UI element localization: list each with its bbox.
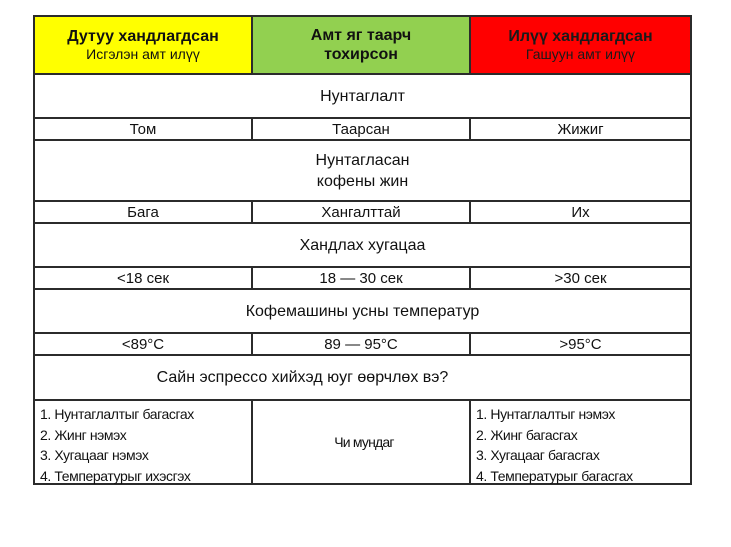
dose-over-value: Их: [571, 203, 590, 221]
advice-row: [35, 399, 690, 483]
temperature-balanced-value: 89 — 95°C: [253, 334, 471, 354]
advice-under-item: 3. Хугацааг нэмэх: [40, 447, 149, 463]
question-text: Сайн эспрессо хийхэд юуг өөрчлөх вэ?: [156, 369, 449, 386]
section-dose-title-line-2: кофены жин: [316, 172, 409, 190]
temperature-over-value: >95°C: [559, 335, 602, 353]
espresso-extraction-table: [33, 15, 692, 485]
advice-under-item: 2. Жинг нэмэх: [40, 426, 127, 443]
header-over-title: Илүү хандлагдсан: [508, 28, 653, 45]
section-grind-title-row: [35, 73, 690, 117]
section-temperature-title-row: [35, 288, 690, 332]
time-balanced-value: 18 — 30 сек: [253, 268, 471, 288]
header-balanced-title: Амт яг таарч тохирсон: [310, 27, 412, 63]
section-time-title-row: [35, 222, 690, 266]
temperature-under-value: <89°C: [35, 334, 253, 354]
header-over-subtitle: Гашуун амт илүү: [525, 46, 636, 62]
advice-over-item: 4. Температурыг багасгах: [476, 467, 633, 484]
advice-over-list: [471, 401, 690, 483]
section-dose-values-row: [35, 200, 690, 222]
section-time-title: Хандлах хугацаа: [299, 236, 426, 254]
header-under-extracted: [35, 17, 253, 73]
grind-under-value: Том: [35, 119, 253, 139]
header-under-subtitle: Исгэлэн амт илүү: [86, 46, 200, 62]
section-temperature-values-row: [35, 332, 690, 354]
section-dose-title: [35, 141, 690, 200]
advice-under-item: 4. Температурыг ихэсгэх: [40, 467, 191, 484]
question-row: [35, 354, 690, 399]
advice-over-item: 3. Хугацааг багасгах: [476, 447, 600, 463]
grind-over-value: Жижиг: [557, 120, 604, 138]
header-row: [35, 17, 690, 73]
header-balanced: [253, 17, 471, 73]
dose-under-value: Бага: [35, 202, 253, 222]
section-temperature-title: Кофемашины усны температур: [245, 302, 480, 320]
advice-under-list: [35, 401, 253, 483]
header-under-title: Дутуу хандлагдсан: [67, 28, 219, 45]
advice-over-item: 1. Нунтаглалтыг нэмэх: [476, 406, 615, 422]
dose-balanced-value: Хангалттай: [253, 202, 471, 222]
section-dose-title-row: [35, 139, 690, 200]
time-under-value: <18 сек: [35, 268, 253, 288]
section-dose-title-line-1: Нунтагласан: [315, 151, 410, 169]
header-over-extracted: [471, 17, 690, 73]
grind-balanced-value: Таарсан: [253, 119, 471, 139]
advice-good: Чи мундаг: [253, 401, 471, 483]
section-time-values-row: [35, 266, 690, 288]
section-grind-title: Нунтаглалт: [320, 87, 405, 105]
advice-under-item: 1. Нунтаглалтыг багасгах: [40, 406, 194, 422]
advice-over-item: 2. Жинг багасгах: [476, 426, 578, 443]
section-grind-values-row: [35, 117, 690, 139]
time-over-value: >30 сек: [554, 269, 607, 287]
